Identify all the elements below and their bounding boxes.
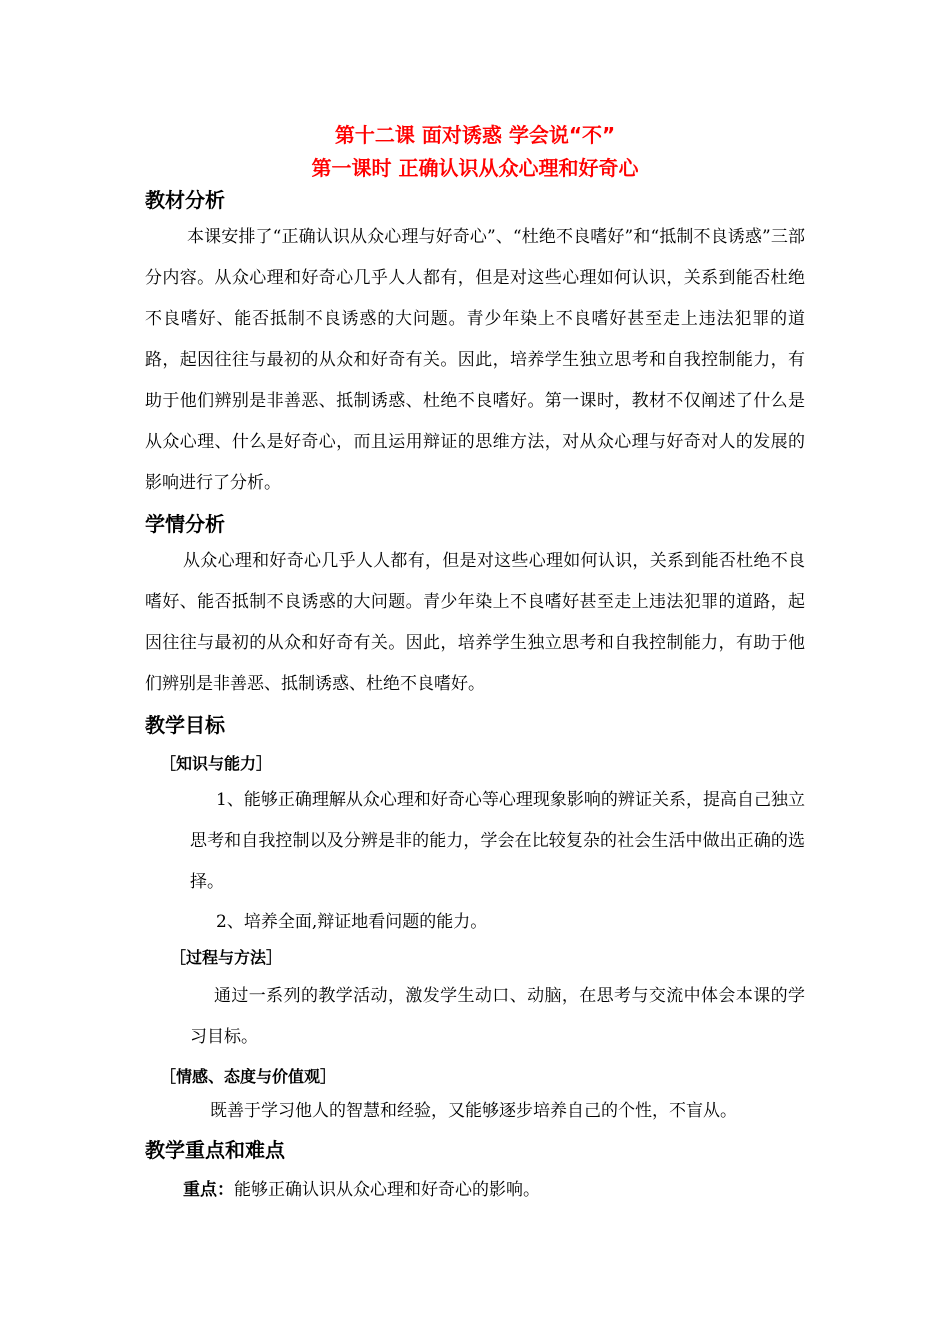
subheading-process-method: ［过程与方法］ bbox=[170, 948, 283, 967]
goal-item-1: 1、能够正确理解从众心理和好奇心等心理现象影响的辨证关系，提高自己独立思考和自我控制以及分辨是非的能力，学会在比较复杂的社会生活中做出正确的选择。 bbox=[190, 790, 805, 892]
paragraph-emotion-values: 既善于学习他人的智慧和经验，又能够逐步培养自己的个性，不盲从。 bbox=[210, 1101, 737, 1121]
heading-student-analysis: 学情分析 bbox=[145, 512, 225, 536]
paragraph-student-analysis: 从众心理和好奇心几乎人人都有，但是对这些心理如何认识，关系到能否杜绝不良嗜好、能否抵制不良诱惑的大问题。青少年染上不良嗜好甚至走上违法犯罪的道路，起因往往与最初的从众和好奇有关。因此，培养学生独立思考和自我控制能力，有助于他们辨别是非善恶、抵制诱惑、杜绝不良嗜好。 bbox=[145, 551, 805, 694]
heading-teaching-goals: 教学目标 bbox=[145, 713, 225, 737]
goal-item-2: 2、培养全面,辩证地看问题的能力。 bbox=[216, 912, 488, 932]
subheading-knowledge-ability: ［知识与能力］ bbox=[160, 754, 273, 773]
paragraph-textbook-analysis: 本课安排了“正确认识从众心理与好奇心”、“杜绝不良嗜好”和“抵制不良诱惑”三部分内容。从众心理和好奇心几乎人人都有，但是对这些心理如何认识，关系到能否杜绝不良嗜好、能否抵制不良诱惑的大问题。青少年染上不良嗜好甚至走上违法犯罪的道路，起因往往与最初的从众和好奇有关。因此，培养学生独立思考和自我控制能力，有助于他们辨别是非善恶、抵制诱惑、杜绝不良嗜好。第一课时，教材不仅阐述了什么是从众心理、什么是好奇心，而且运用辩证的思维方法，对从众心理与好奇对人的发展的影响进行了分析。 bbox=[145, 227, 805, 493]
heading-key-points: 教学重点和难点 bbox=[145, 1138, 285, 1162]
paragraph-process-method: 通过一系列的教学活动，激发学生动口、动脑，在思考与交流中体会本课的学习目标。 bbox=[190, 986, 805, 1047]
key-point-label: 重点： bbox=[183, 1180, 234, 1200]
lesson-subtitle: 第一课时 正确认识从众心理和好奇心 bbox=[311, 156, 639, 180]
paragraph-key-points bbox=[183, 1170, 803, 1211]
subheading-emotion-values: ［情感、态度与价值观］ bbox=[160, 1067, 337, 1086]
heading-textbook-analysis: 教材分析 bbox=[145, 188, 225, 212]
key-point-text: 能够正确认识从众心理和好奇心的影响。 bbox=[234, 1180, 540, 1200]
lesson-title: 第十二课 面对诱惑 学会说“不” bbox=[334, 123, 616, 147]
